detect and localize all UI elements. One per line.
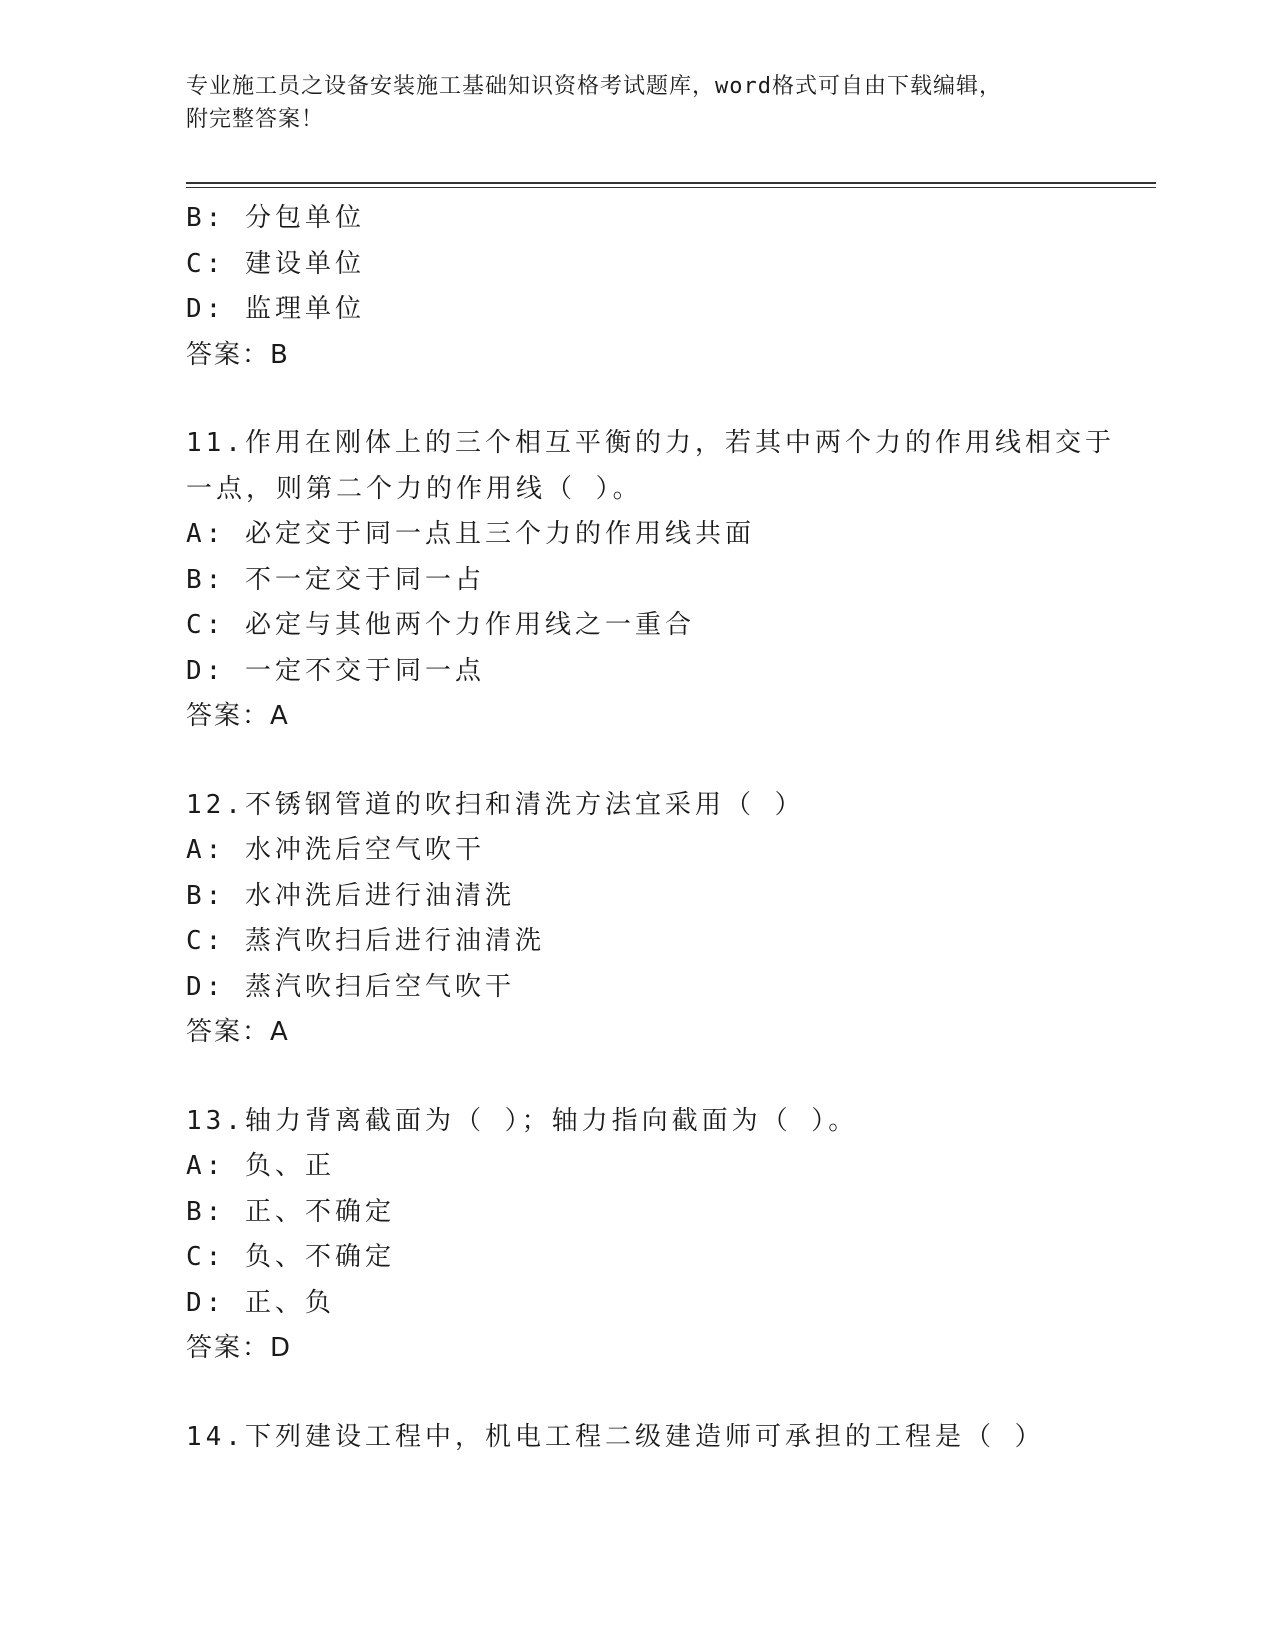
- question-stem-continued: 一点，则第二个力的作用线（ ）。: [186, 473, 643, 504]
- question-block-prev: [186, 196, 1156, 378]
- answer-line: 答案：B: [186, 339, 290, 370]
- option-d: D: 蒸汽吹扫后空气吹干: [186, 971, 515, 1002]
- answer-line: 答案：A: [186, 1017, 290, 1047]
- question-stem: 14.下列建设工程中，机电工程二级建造师可承担的工程是（ ）: [186, 1421, 1045, 1452]
- question-block-12: [186, 783, 1156, 1056]
- option-d: D: 正、负: [186, 1287, 335, 1318]
- header-line-2: 附完整答案！: [186, 107, 325, 132]
- question-block-14: [186, 1415, 1156, 1461]
- answer-line: 答案：D: [186, 1333, 293, 1363]
- option-c: C: 必定与其他两个力作用线之一重合: [186, 610, 695, 640]
- header-line-1: 专业施工员之设备安装施工基础知识资格考试题库，word格式可自由下载编辑，: [186, 74, 1002, 99]
- option-b: B: 水冲洗后进行油清洗: [186, 880, 515, 911]
- question-block-11: [186, 421, 1156, 740]
- option-c: C: 蒸汽吹扫后进行油清洗: [186, 926, 545, 956]
- question-stem: 12.不锈钢管道的吹扫和清洗方法宜采用（ ）: [186, 789, 805, 820]
- option-a: A: 负、正: [186, 1151, 335, 1181]
- question-gap: [186, 1372, 1156, 1415]
- option-b: B: 分包单位: [186, 203, 365, 233]
- option-b: B: 正、不确定: [186, 1196, 395, 1227]
- option-c: C: 负、不确定: [186, 1242, 395, 1272]
- question-stem: 11.作用在刚体上的三个相互平衡的力，若其中两个力的作用线相交于: [186, 428, 1115, 458]
- question-gap: [186, 378, 1156, 421]
- question-block-13: [186, 1099, 1156, 1372]
- option-b: B: 不一定交于同一占: [186, 564, 485, 595]
- question-gap: [186, 1056, 1156, 1099]
- option-d: D: 监理单位: [186, 294, 365, 324]
- option-a: A: 水冲洗后空气吹干: [186, 835, 485, 865]
- document-header: [186, 70, 1156, 188]
- document-content: [186, 196, 1156, 1460]
- document-page: [186, 70, 1156, 1460]
- option-a: A: 必定交于同一点且三个力的作用线共面: [186, 519, 755, 549]
- header-divider: [186, 182, 1156, 188]
- question-stem: 13.轴力背离截面为（ ）；轴力指向截面为（ ）。: [186, 1105, 859, 1136]
- option-c: C: 建设单位: [186, 248, 365, 279]
- answer-line: 答案：A: [186, 701, 290, 731]
- question-gap: [186, 740, 1156, 783]
- option-d: D: 一定不交于同一点: [186, 655, 485, 686]
